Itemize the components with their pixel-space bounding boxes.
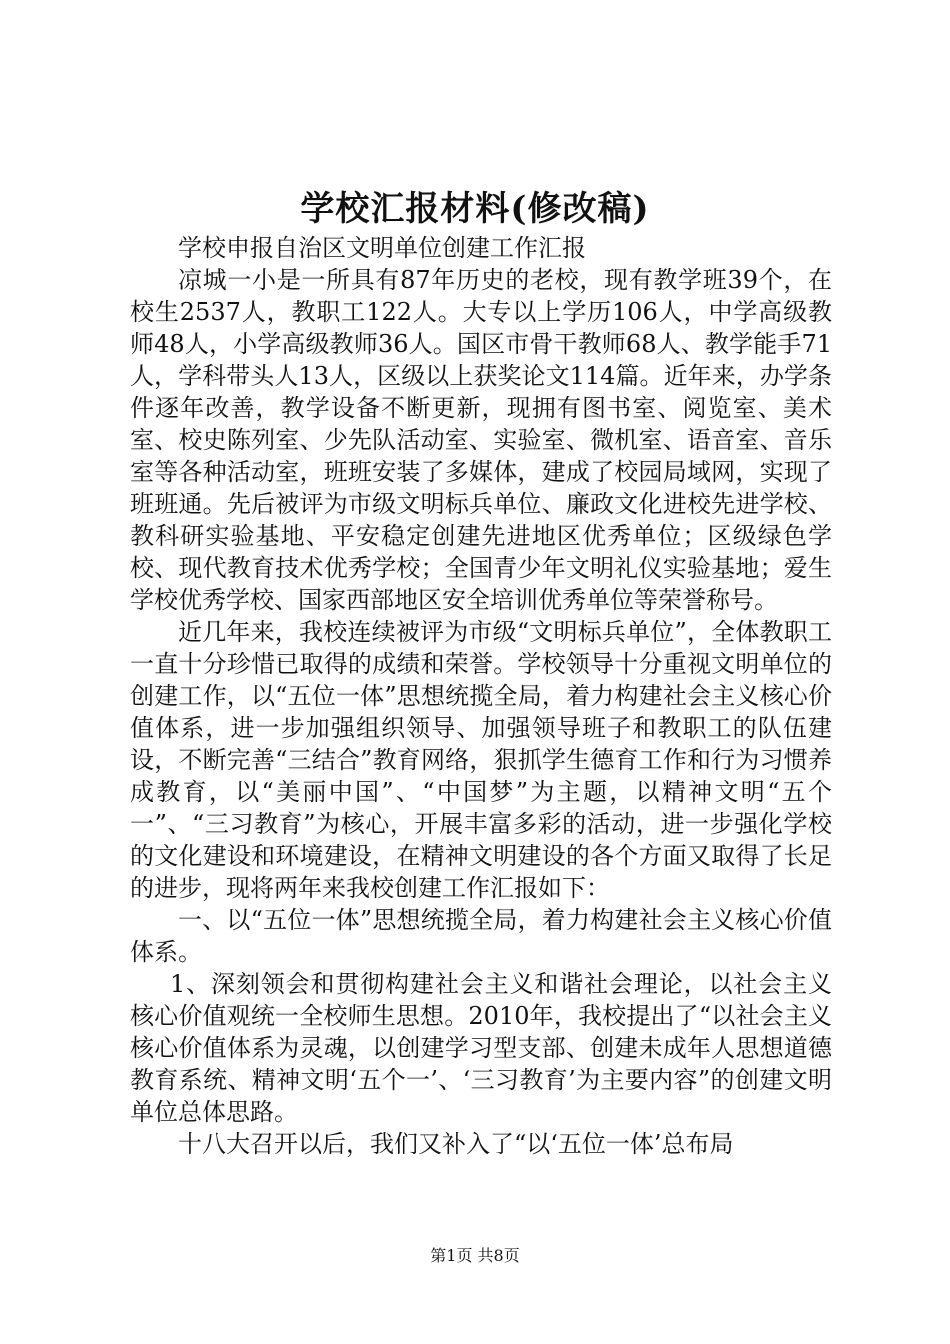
page-footer: 第1页 共8页: [430, 1246, 520, 1265]
document-title: 学校汇报材料(修改稿): [300, 189, 650, 229]
paragraph-eighteenth-congress: 十八大召开以后，我们又补入了“以‘五位一体’总布局: [178, 1130, 734, 1158]
paragraph-subtitle: 学校申报自治区文明单位创建工作汇报: [178, 234, 586, 262]
paragraph-school-intro: 凉城一小是一所具有87年历史的老校，现有教学班39个，在校生2537人，教职工122人。大专以上学历106人，中学高级教师48人，小学高级教师36人。国区市骨干教师68人、教学能手71人，学科带头人13人，区级以上获奖论文114篇。近年来，办学条件逐年改善，教学设备不断更新，现拥有图书室、阅览室、美术室、校史陈列室、少先队活动室、实验室、微机室、语音室、音乐室等各种活动室，班班安装了多媒体，建成了校园局域网，实现了班班通。先后被评为市级文明标兵单位、廉政文化进校先进学校、教科研实验基地、平安稳定创建先进地区优秀单位；区级绿色学校、现代教育技术优秀学校；全国青少年文明礼仪实验基地；爱生学校优秀学校、国家西部地区安全培训优秀单位等荣誉称号。: [130, 266, 832, 614]
paragraph-item-1: 1、深刻领会和贯彻构建社会主义和谐社会理论，以社会主义核心价值观统一全校师生思想。2010年，我校提出了“以社会主义核心价值体系为灵魂，以创建学习型支部、创建未成年人思想道德教育系统、精神文明‘五个一’、‘三习教育’为主要内容”的创建文明单位总体思路。: [130, 970, 832, 1126]
document-body: [130, 232, 832, 1160]
paragraph-section-heading: 一、以“五位一体”思想统揽全局，着力构建社会主义核心价值体系。: [130, 906, 832, 966]
paragraph-recent-years: 近几年来，我校连续被评为市级“文明标兵单位”，全体教职工一直十分珍惜已取得的成绩和荣誉。学校领导十分重视文明单位的创建工作，以“五位一体”思想统揽全局，着力构建社会主义核心价值体系，进一步加强组织领导、加强领导班子和教职工的队伍建设，不断完善“三结合”教育网络，狠抓学生德育工作和行为习惯养成教育，以“美丽中国”、“中国梦”为主题，以精神文明“五个一”、“三习教育”为核心，开展丰富多彩的活动，进一步强化学校的文化建设和环境建设，在精神文明建设的各个方面又取得了长足的进步，现将两年来我校创建工作汇报如下：: [130, 618, 832, 902]
